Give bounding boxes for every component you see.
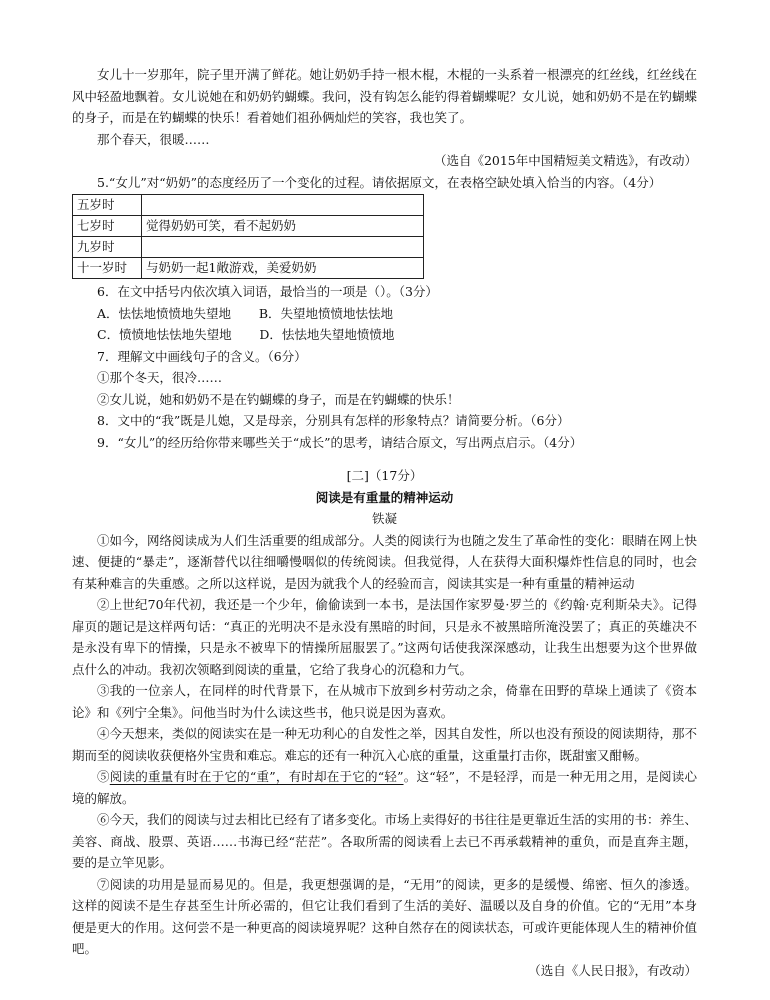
question-9: 9．“女儿”的经历给你带来哪些关于“成长”的思考，请结合原文，写出两点启示。（4分） bbox=[97, 434, 583, 450]
question-7: 7．理解文中画线句子的含义。（6分） bbox=[97, 348, 307, 364]
article-paragraph: ③我的一位亲人，在同样的时代背景下，在从城市下放到乡村劳动之余，倚靠在田野的草垛上通读了《资本论》和《列宁全集》。问他当时为什么读这些书，他只说是因为喜欢。 bbox=[72, 683, 697, 720]
content-cell[interactable] bbox=[142, 237, 424, 258]
article-paragraph bbox=[72, 766, 697, 809]
passage-paragraph: 女儿十一岁那年，院子里开满了鲜花。她让奶奶手持一根木棍，木棍的一头系着一根漂亮的红丝线，红丝线在风中轻盈地飘着。女儿说她在和奶奶钓蝴蝶。我问，没有钩怎么能钓得着蝴蝶呢？女儿说，她和奶奶不是在钓蝴蝶的身子，而是在钓蝴蝶的快乐！看着她们祖孙俩灿烂的笑容，我也笑了。 bbox=[72, 67, 698, 125]
table-row bbox=[73, 195, 424, 216]
underlined-sentence: 阅读的重量有时在于它的“重”，有时却在于它的“轻” bbox=[109, 769, 404, 784]
content-cell: 与奶奶一起1敞游戏，美爱奶奶 bbox=[142, 258, 424, 279]
option-c: C．愤愤地怯怯地失望地 bbox=[97, 327, 232, 342]
question-7-item-2: ②女儿说，她和奶奶不是在钓蝴蝶的身子，而是在钓蝴蝶的快乐！ bbox=[97, 391, 460, 407]
article-paragraph: ⑥今天，我们的阅读与过去相比已经有了诸多变化。市场上卖得好的书往往是更靠近生活的实用的书：养生、美容、商战、股票、英语……书海已经“茫茫”。各取所需的阅读看上去已不再承载精神的重负，而是直奔主题，要的是立竿见影。 bbox=[72, 812, 698, 870]
content-cell: 觉得奶奶可笑，看不起奶奶 bbox=[142, 216, 424, 237]
age-cell: 九岁时 bbox=[73, 237, 142, 258]
age-cell: 十一岁时 bbox=[73, 258, 142, 279]
age-cell: 五岁时 bbox=[73, 195, 142, 216]
article-paragraph: ①如今，网络阅读成为人们生活重要的组成部分。人类的阅读行为也随之发生了革命性的变化：眼睛在网上快速、便捷的“暴走”，逐渐替代以往细嚼慢咽似的传统阅读。但我觉得，人在获得大面积爆炸性信息的同时，也会有某种难言的失重感。之所以这样说，是因为就我个人的经验而言，阅读其实是一种有重量的精神运动 bbox=[72, 532, 698, 591]
question-8: 8．文中的“我”既是儿媳，又是母亲，分别具有怎样的形象特点？请简要分析。（6分） bbox=[97, 413, 570, 428]
table-row bbox=[73, 258, 424, 279]
options-row-1 bbox=[72, 303, 697, 325]
article-paragraph: ⑦阅读的功用是显而易见的。但是，我更想强调的是，“无用”的阅读，更多的是缓慢、绵密、恒久的渗透。这样的阅读不是生存甚至生计所必需的，但它让我们看到了生活的美好、温暖以及自身的价值。它的“无用”本身便是更大的作用。这何尝不是一种更高的阅读境界呢？这种自然存在的阅读状态，可或许更能体现人生的精神价值吧。 bbox=[72, 876, 698, 956]
option-a: A．怯怯地愤愤地失望地 bbox=[97, 305, 232, 321]
source-citation: （选自《人民日报》，有改动） bbox=[528, 962, 697, 978]
passage-paragraph: 那个春天，很暖…… bbox=[97, 131, 210, 147]
content-cell[interactable] bbox=[142, 195, 424, 216]
question-5: 5.“女儿”对“奶奶”的态度经历了一个变化的过程。请依据原文，在表格空缺处填入恰当的内容。（4分） bbox=[97, 174, 662, 190]
option-b: B．失望地愤愤地怯怯地 bbox=[258, 305, 394, 321]
table-row bbox=[73, 237, 424, 258]
source-citation: （选自《2015年中国精短美文精选》，有改动） bbox=[433, 153, 697, 168]
table-row bbox=[73, 216, 424, 237]
answer-table bbox=[72, 194, 424, 279]
paragraph-number: ⑤ bbox=[97, 769, 110, 784]
options-row-2 bbox=[72, 324, 697, 346]
paragraph-rest: 。这“轻”，不是轻浮，而是一种无用之用，是阅读心境的解放。 bbox=[72, 769, 697, 806]
article-author: 铁凝 bbox=[371, 511, 397, 526]
age-cell: 七岁时 bbox=[73, 216, 142, 237]
article-paragraph: ②上世纪70年代初，我还是一个少年，偷偷读到一本书，是法国作家罗曼·罗兰的《约翰·克利斯朵夫》。记得扉页的题记是这样两句话：“真正的光明决不是永没有黑暗的时间，只是永不被黑暗所淹没罢了；真正的英雄决不是永没有卑下的情操，只是永不被卑下的情操所屈服罢了。”这两句话使我深深感动，让我生出想要为这个世界做点什么的冲动。我初次领略到阅读的重量，它给了我身心的沉稳和力气。 bbox=[72, 597, 697, 677]
question-6: 6．在文中括号内依次填入词语，最恰当的一项是（）。（3分） bbox=[97, 284, 438, 299]
question-7-item-1: ①那个冬天，很冷…… bbox=[97, 370, 223, 385]
article-title: 阅读是有重量的精神运动 bbox=[315, 489, 454, 505]
exam-page bbox=[72, 64, 697, 981]
article-paragraph: ④今天想来，类似的阅读实在是一种无功利心的自发性之举，因其自发性，所以也没有预设的阅读期待，那不期而至的阅读收获便格外宝贵和难忘。难忘的还有一种沉入心底的重量，这重量打击你，既甜蜜又酣畅。 bbox=[72, 726, 698, 763]
option-d: D．怯怯地失望地愤愤地 bbox=[259, 327, 395, 342]
section-heading: [二]（17分） bbox=[346, 468, 423, 483]
